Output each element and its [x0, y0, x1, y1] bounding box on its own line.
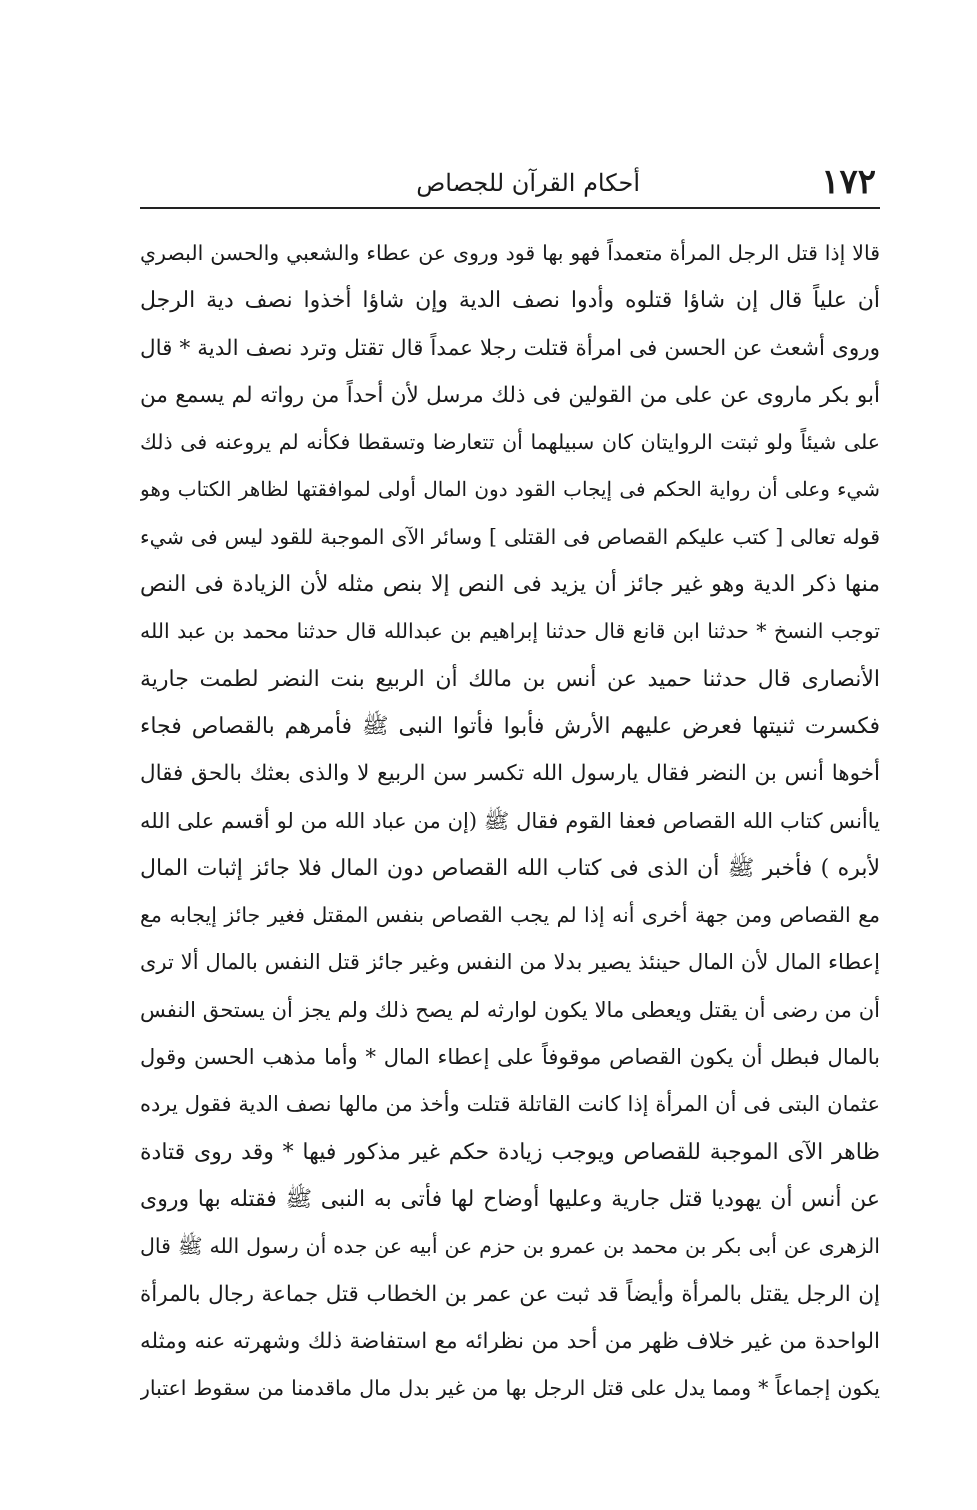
text-line: إن الرجل يقتل بالمرأة وأيضاً قد ثبت عن عمر بن الخطاب قتل جماعة رجال بالمرأة: [140, 1281, 880, 1307]
text-line: عن أنس أن يهوديا قتل جارية وعليها أوضاح لها فأتى به النبى ﷺ فقتله بها وروى: [140, 1186, 880, 1212]
text-line: أخوها أنس بن النضر فقال يارسول الله تكسر سن الربيع لا والذى بعثك بالحق فقال: [140, 761, 880, 787]
text-line: بالمال فبطل أن يكون القصاص موقوفاً على إعطاء المال * وأما مذهب الحسن وقول: [140, 1045, 880, 1070]
text-line: أن من رضى أن يقتل ويعطى مالا يكون لوارثه لم يصح ذلك ولم يجز أن يستحق النفس: [140, 997, 880, 1022]
running-title: أحكام القرآن للجصاص: [416, 169, 640, 197]
text-line: أبو بكر ماروى عن على من القولين فى ذلك مرسل لأن أحداً من رواته لم يسمع من: [140, 382, 880, 408]
page-header: [140, 160, 880, 204]
text-line: أن علياً قال إن شاؤا قتلوه وأدوا نصف الدية وإن شاؤا أخذوا نصف دية الرجل: [140, 288, 880, 314]
text-line: الواحدة من غير خلاف ظهر من أحد من نظرائه مع استفاضة ذلك وشهرته عنه ومثله: [140, 1328, 880, 1354]
text-line: يكون إجماعاً * ومما يدل على قتل الرجل بها من غير بدل مال ماقدمنا من سقوط اعتبار: [140, 1376, 880, 1401]
text-line: توجب النسخ * حدثنا ابن قانع قال حدثنا إبراهيم بن عبدالله قال حدثنا محمد بن عبد الله: [140, 619, 880, 644]
main-text: [140, 230, 880, 1412]
header-divider: [140, 207, 880, 209]
text-line: منها ذكر الدية وهو غير جائز أن يزيد فى النص إلا بنص مثله لأن الزيادة فى النص: [140, 572, 880, 598]
text-line: الأنصارى قال حدثنا حميد عن أنس بن مالك أن الربيع بنت النضر لطمت جارية: [140, 666, 880, 692]
text-line: الزهرى عن أبى بكر بن محمد بن عمرو بن حزم عن أبيه عن جده أن رسول الله ﷺ قال: [140, 1234, 880, 1259]
text-line: قوله تعالى [ كتب عليكم القصاص فى القتلى ] وسائر الآى الموجبة للقود ليس فى شيء: [140, 524, 880, 549]
text-line: شيء وعلى أن رواية الحكم فى إيجاب القود دون المال أولى لموافقتها لظاهر الكتاب وهو: [140, 477, 880, 502]
text-line: قالا إذا قتل الرجل المرأة متعمداً فهو بها قود وروى عن عطاء والشعبي والحسن البصري: [140, 241, 880, 265]
text-line: فكسرت ثنيتها فعرض عليهم الأرش فأبوا فأتوا النبى ﷺ فأمرهم بالقصاص فجاء: [140, 713, 880, 739]
text-line: إعطاء المال لأن المال حينئذ يصير بدلا من النفس وغير جائز قتل النفس بالمال ألا ترى: [140, 950, 880, 975]
text-line: لأبره ) فأخبر ﷺ أن الذى فى كتاب الله القصاص دون المال فلا جائز إثبات المال: [140, 855, 880, 881]
page-number: ١٧٢: [821, 162, 876, 202]
text-line: وروى أشعث عن الحسن فى امرأة قتلت رجلا عمداً قال تقتل وترد نصف الدية * قال: [140, 335, 880, 361]
text-line: مع القصاص ومن جهة أخرى أنه إذا لم يجب القصاص بنفس المقتل فغير جائز إيجابه مع: [140, 903, 880, 928]
text-line: على شيئاً ولو ثبتت الروايتان كان سبيلهما أن تتعارضا وتسقطا فكأنه لم يروعنه فى ذلك: [140, 430, 880, 455]
text-line: ظاهر الآى الموجبة للقصاص ويوجب زيادة حكم غير مذكور فيها * وقد روى قتادة: [140, 1139, 880, 1165]
text-line: عثمان البتى فى أن المرأة إذا كانت القاتلة قتلت وأخذ من مالها نصف الدية فقول يرده: [140, 1092, 880, 1117]
text-line: ياأنس كتاب الله القصاص فعفا القوم فقال ﷺ (إن من عباد الله من لو أقسم على الله: [140, 808, 880, 833]
